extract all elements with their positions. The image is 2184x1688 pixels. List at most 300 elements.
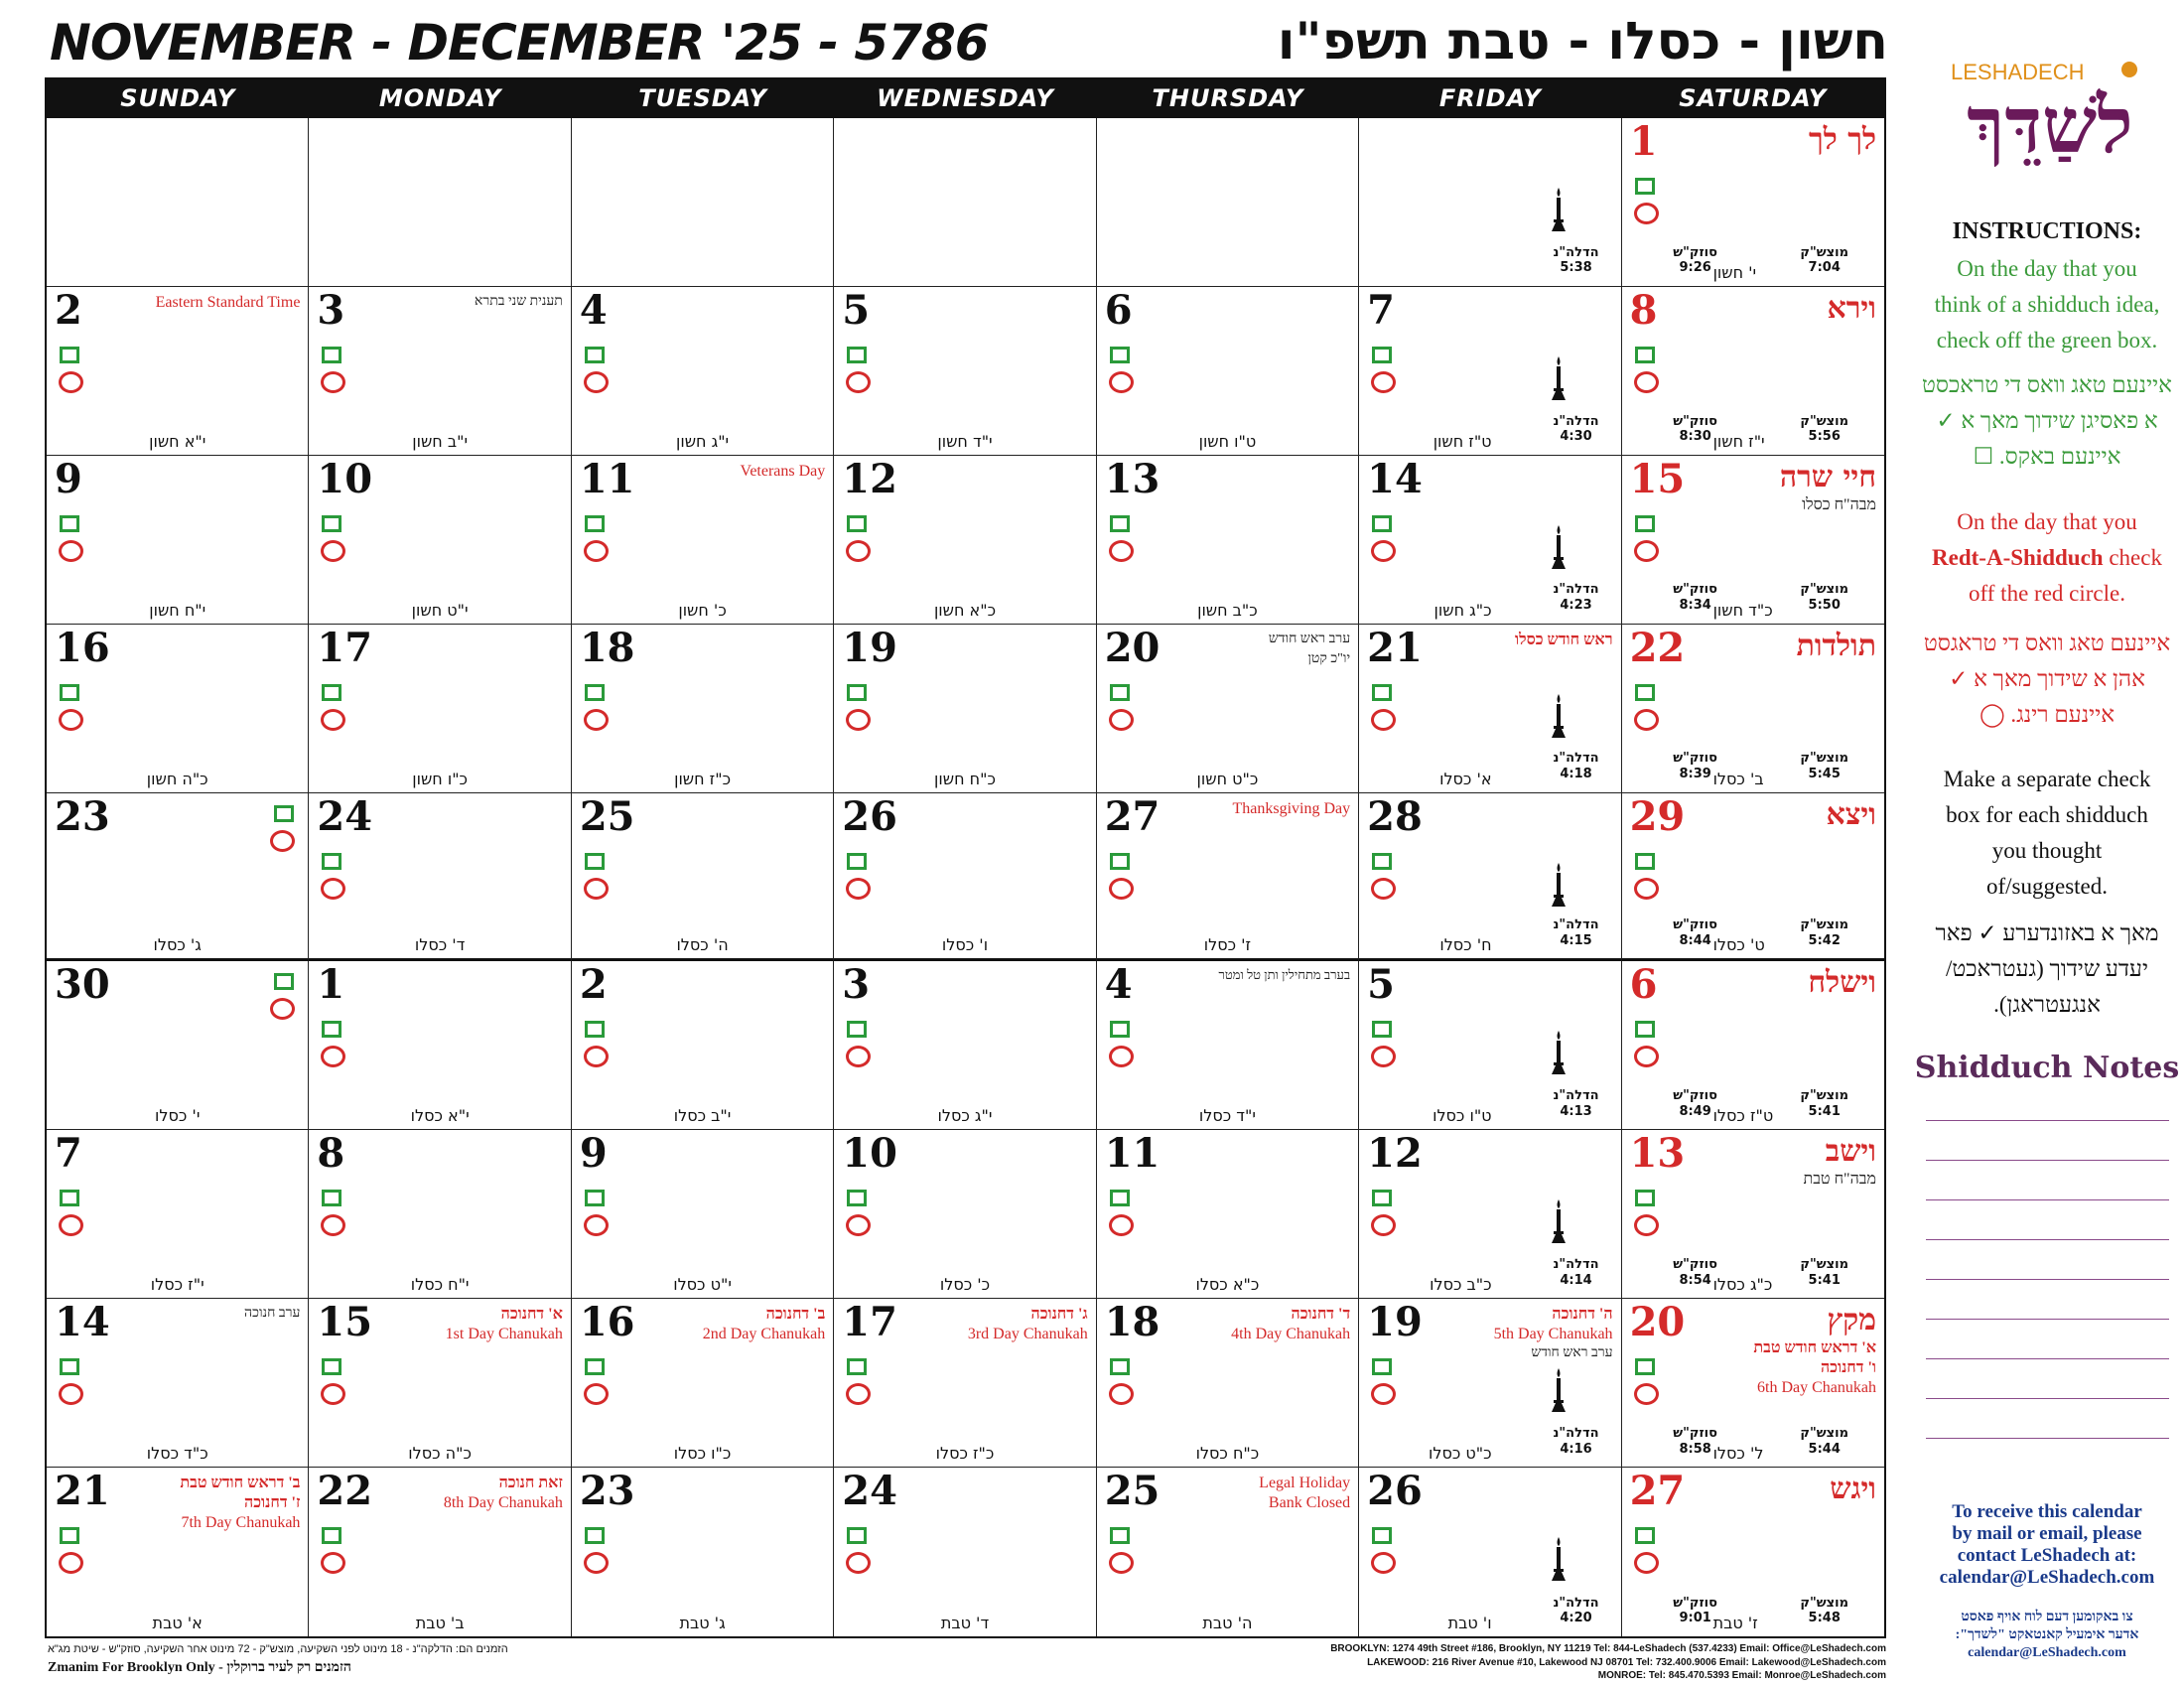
day-cell[interactable] [1622, 1130, 1884, 1299]
red-circle[interactable] [59, 1552, 83, 1574]
day-cell[interactable] [834, 1130, 1096, 1299]
red-circle[interactable] [321, 878, 345, 900]
holiday-label: 1st Day Chanukah [445, 1326, 563, 1343]
hebrew-date: כ"ג כסלו [1712, 1275, 1773, 1295]
day-cell[interactable] [572, 793, 834, 962]
red-circle[interactable] [321, 709, 345, 731]
day-number: 7 [55, 1130, 82, 1178]
red-circle[interactable] [584, 540, 609, 562]
green-checkbox[interactable] [322, 1358, 341, 1375]
day-cell[interactable] [1097, 287, 1359, 456]
red-circle[interactable] [1109, 540, 1134, 562]
sof-zman-time: 9:01 [1679, 1611, 1711, 1626]
day-cell [47, 118, 309, 287]
notes-line[interactable] [1926, 1120, 2169, 1121]
green-checkbox[interactable] [1635, 178, 1655, 195]
day-cell[interactable] [47, 287, 309, 456]
candle-time: 4:16 [1560, 1441, 1592, 1457]
day-cell[interactable] [1622, 961, 1884, 1130]
lakewood-address: LAKEWOOD: 216 River Avenue #10, Lakewood NJ 08701 Tel: 732.400.9006 Email: Lakewood@LeShadech.com [1367, 1656, 1886, 1668]
green-checkbox[interactable] [274, 805, 294, 822]
day-cell[interactable] [309, 1299, 571, 1468]
event-label: ערב חנוכה [244, 1306, 301, 1322]
red-circle[interactable] [846, 1214, 871, 1236]
green-checkbox[interactable] [1635, 684, 1655, 701]
red-circle[interactable] [1371, 1552, 1396, 1574]
hebrew-date: כ' חשון [678, 600, 727, 620]
red-circle[interactable] [1109, 1046, 1134, 1067]
day-number: 3 [317, 286, 345, 334]
notes-line[interactable] [1926, 1319, 2169, 1320]
red-circle[interactable] [1634, 1552, 1659, 1574]
candle-label: הדלה"נ [1553, 413, 1599, 429]
day-number: 14 [55, 1299, 110, 1346]
sof-zman-time: 9:26 [1679, 260, 1711, 276]
day-number: 10 [842, 1130, 897, 1178]
red-circle[interactable] [1634, 709, 1659, 731]
redt-a-shidduch: Redt-A-Shidduch [1932, 545, 2104, 570]
red-circle[interactable] [321, 1046, 345, 1067]
day-number: 2 [579, 961, 608, 1009]
hebrew-date: כ"ז כסלו [935, 1444, 995, 1464]
green-checkbox[interactable] [60, 1527, 79, 1544]
hebrew-date: כ"ו כסלו [673, 1444, 732, 1464]
red-circle[interactable] [321, 1552, 345, 1574]
day-cell[interactable] [834, 961, 1096, 1130]
hebrew-date: כ"ט כסלו [1428, 1444, 1492, 1464]
instructions-green-yi [1914, 367, 2180, 475]
day-number: 16 [55, 624, 110, 671]
green-checkbox[interactable] [1635, 347, 1655, 363]
day-number: 20 [1629, 1299, 1686, 1346]
motzei-time: 5:45 [1808, 766, 1841, 781]
day-cell[interactable] [572, 1299, 834, 1468]
hebrew-date: י' כסלו [155, 1106, 201, 1126]
holiday-label: ה' דחנוכה [1552, 1306, 1613, 1324]
day-cell[interactable] [47, 1299, 309, 1468]
day-cell[interactable] [1622, 793, 1884, 962]
red-circle[interactable] [1371, 709, 1396, 731]
sof-zman-shema [1673, 917, 1717, 948]
day-cell[interactable] [834, 287, 1096, 456]
green-checkbox[interactable] [1372, 1527, 1392, 1544]
day-cell[interactable] [309, 1130, 571, 1299]
red-circle[interactable] [59, 709, 83, 731]
red-circle[interactable] [846, 878, 871, 900]
red-circle[interactable] [59, 540, 83, 562]
day-cell[interactable] [1359, 1299, 1621, 1468]
day-number: 4 [579, 286, 608, 334]
weekday-friday: FRIDAY [1438, 84, 1542, 112]
green-checkbox[interactable] [1110, 1527, 1130, 1544]
red-circle[interactable] [1634, 1214, 1659, 1236]
sof-zman-shema [1673, 1426, 1717, 1457]
instruction-line: מאך א באזונדערע ✓ פאר [1935, 920, 2159, 945]
green-checkbox[interactable] [1110, 347, 1130, 363]
hebrew-date: י"ז כסלו [150, 1275, 205, 1295]
day-number: 19 [1367, 1299, 1423, 1346]
day-number: 11 [1104, 1130, 1160, 1178]
green-checkbox[interactable] [847, 684, 867, 701]
holiday-label: 5th Day Chanukah [1493, 1326, 1613, 1343]
day-cell [309, 118, 571, 287]
sof-zman-label: סוזק"ש [1673, 582, 1717, 598]
green-checkbox[interactable] [60, 1358, 79, 1375]
day-cell[interactable] [309, 793, 571, 962]
day-cell[interactable] [47, 1468, 309, 1636]
day-number: 18 [579, 624, 635, 671]
parsha-name: ויגש [1830, 1472, 1876, 1507]
sof-zman-time: 8:49 [1679, 1103, 1711, 1119]
day-cell[interactable] [1359, 625, 1621, 793]
green-checkbox[interactable] [1372, 1021, 1392, 1038]
day-cell[interactable] [1359, 961, 1621, 1130]
green-checkbox[interactable] [1110, 1358, 1130, 1375]
shidduch-notes-title: Shidduch Notes [1914, 1051, 2180, 1085]
candle-icon [1552, 188, 1564, 247]
green-checkbox[interactable] [1110, 684, 1130, 701]
green-checkbox[interactable] [322, 347, 341, 363]
day-number: 5 [1367, 961, 1395, 1009]
holiday-label: ב' דראש חודש טבת [180, 1475, 301, 1492]
green-checkbox[interactable] [1635, 1527, 1655, 1544]
day-cell[interactable] [1097, 625, 1359, 793]
green-checkbox[interactable] [1110, 1190, 1130, 1206]
day-cell[interactable] [47, 456, 309, 625]
day-number: 3 [842, 961, 871, 1009]
red-circle[interactable] [270, 998, 295, 1020]
green-checkbox[interactable] [585, 515, 605, 532]
parsha-sub: מבה"ח טבת [1803, 1171, 1876, 1189]
instruction-line: איינעם טאג וואס די טראכסט [1922, 372, 2172, 397]
notes-line[interactable] [1926, 1239, 2169, 1240]
red-circle[interactable] [584, 371, 609, 393]
candle-label: הדלה"נ [1553, 1595, 1599, 1611]
motzei-label: מוצש"ק [1800, 1595, 1848, 1611]
green-checkbox[interactable] [60, 515, 79, 532]
red-circle[interactable] [584, 1552, 609, 1574]
contact-line: calendar@LeShadech.com [1939, 1567, 2155, 1588]
day-cell[interactable] [1097, 1468, 1359, 1636]
red-circle[interactable] [846, 371, 871, 393]
day-cell[interactable] [309, 961, 571, 1130]
instruction-line: אהן א שידוך מאך א ✓ [1949, 666, 2145, 691]
candle-lighting [1554, 414, 1599, 445]
sof-zman-shema [1673, 582, 1717, 613]
candle-lighting [1554, 751, 1599, 781]
day-cell[interactable] [1622, 625, 1884, 793]
day-cell[interactable] [572, 456, 834, 625]
parsha-name: ויצא [1826, 796, 1876, 832]
day-cell[interactable] [1359, 793, 1621, 962]
red-circle[interactable] [1634, 1383, 1659, 1405]
day-cell[interactable] [572, 1130, 834, 1299]
instruction-line: א פאסיגן שידוך מאך א ✓ [1936, 408, 2158, 433]
day-cell[interactable] [1359, 1468, 1621, 1636]
red-circle[interactable] [1109, 371, 1134, 393]
red-circle[interactable] [1109, 1214, 1134, 1236]
hebrew-date: י"ג חשון [676, 431, 730, 451]
holiday-label: 4th Day Chanukah [1231, 1326, 1351, 1343]
hebrew-date: כ"ד כסלו [146, 1444, 208, 1464]
red-circle[interactable] [1371, 1383, 1396, 1405]
hebrew-date: י"ז חשון [1712, 431, 1765, 451]
green-checkbox[interactable] [322, 515, 341, 532]
green-checkbox[interactable] [60, 347, 79, 363]
red-circle[interactable] [1634, 540, 1659, 562]
red-circle[interactable] [1634, 371, 1659, 393]
red-circle[interactable] [321, 371, 345, 393]
day-number: 15 [317, 1299, 373, 1346]
holiday-label: Veterans Day [740, 462, 826, 480]
day-cell[interactable] [1359, 456, 1621, 625]
day-cell[interactable] [309, 456, 571, 625]
green-checkbox[interactable] [1372, 515, 1392, 532]
day-cell[interactable] [572, 625, 834, 793]
holiday-label: Bank Closed [1268, 1494, 1351, 1512]
sof-zman-label: סוזק"ש [1673, 1425, 1717, 1441]
green-checkbox[interactable] [1635, 1190, 1655, 1206]
sof-zman-time: 8:58 [1679, 1441, 1711, 1457]
notes-line[interactable] [1926, 1358, 2169, 1359]
day-number: 13 [1104, 455, 1160, 502]
day-cell[interactable] [1097, 793, 1359, 962]
green-checkbox[interactable] [1635, 1021, 1655, 1038]
red-circle[interactable] [846, 1552, 871, 1574]
red-circle[interactable] [270, 830, 295, 852]
hebrew-date: ד' טבת [940, 1613, 990, 1632]
candle-icon [1552, 1368, 1564, 1428]
green-checkbox[interactable] [60, 684, 79, 701]
green-checkbox[interactable] [322, 1021, 341, 1038]
day-number: 19 [842, 624, 897, 671]
day-cell[interactable] [1097, 456, 1359, 625]
green-checkbox[interactable] [1110, 1021, 1130, 1038]
green-checkbox[interactable] [585, 1021, 605, 1038]
green-checkbox[interactable] [1635, 853, 1655, 870]
green-checkbox[interactable] [1110, 853, 1130, 870]
motzei-time: 5:42 [1808, 932, 1841, 948]
day-cell[interactable] [1097, 1130, 1359, 1299]
green-checkbox[interactable] [585, 347, 605, 363]
day-number: 17 [842, 1299, 897, 1346]
day-cell[interactable] [1622, 118, 1884, 287]
green-checkbox[interactable] [585, 1358, 605, 1375]
day-cell[interactable] [834, 625, 1096, 793]
day-number: 27 [1629, 1468, 1686, 1515]
day-cell[interactable] [1097, 961, 1359, 1130]
notes-line[interactable] [1926, 1160, 2169, 1161]
red-circle[interactable] [1109, 878, 1134, 900]
calendar-grid [45, 77, 1886, 1638]
red-circle[interactable] [321, 1383, 345, 1405]
sof-zman-shema [1673, 1088, 1717, 1119]
red-circle[interactable] [59, 1214, 83, 1236]
red-circle[interactable] [321, 540, 345, 562]
day-cell[interactable] [1359, 287, 1621, 456]
red-circle[interactable] [584, 878, 609, 900]
motzei-shabbos [1800, 917, 1848, 948]
day-cell[interactable] [1622, 456, 1884, 625]
green-checkbox[interactable] [585, 684, 605, 701]
motzei-time: 7:04 [1808, 260, 1841, 276]
green-checkbox[interactable] [585, 853, 605, 870]
instruction-line: איינעם טאג וואס די טראגסט [1923, 631, 2171, 655]
green-checkbox[interactable] [1372, 1358, 1392, 1375]
candle-lighting [1554, 917, 1599, 948]
red-circle[interactable] [584, 709, 609, 731]
red-circle[interactable] [846, 1383, 871, 1405]
hebrew-date: י"ט כסלו [673, 1275, 732, 1295]
sof-zman-time: 8:44 [1679, 932, 1711, 948]
day-cell[interactable] [47, 625, 309, 793]
hebrew-date: י"ח כסלו [410, 1275, 470, 1295]
green-checkbox[interactable] [1635, 515, 1655, 532]
hebrew-date: כ"א כסלו [1195, 1275, 1260, 1295]
day-cell[interactable] [309, 625, 571, 793]
green-checkbox[interactable] [847, 1527, 867, 1544]
candle-lighting [1554, 245, 1599, 276]
green-checkbox[interactable] [322, 684, 341, 701]
day-number: 9 [55, 455, 82, 502]
day-cell[interactable] [1097, 1299, 1359, 1468]
instructions-title: INSTRUCTIONS: [1952, 218, 2142, 244]
day-number: 30 [55, 961, 110, 1009]
red-circle[interactable] [584, 1046, 609, 1067]
notes-line[interactable] [1926, 1279, 2169, 1280]
instruction-line: איינעם רינג. ◯ [1979, 702, 2116, 727]
day-cell[interactable] [1359, 1130, 1621, 1299]
green-checkbox[interactable] [1372, 347, 1392, 363]
green-checkbox[interactable] [847, 1021, 867, 1038]
green-checkbox[interactable] [1110, 515, 1130, 532]
red-circle[interactable] [1109, 1552, 1134, 1574]
instruction-line: think of a shidduch idea, [1934, 292, 2160, 317]
hebrew-date: כ"ח כסלו [1195, 1444, 1260, 1464]
day-cell[interactable] [834, 1299, 1096, 1468]
sof-zman-time: 8:54 [1679, 1272, 1711, 1288]
green-checkbox[interactable] [322, 1527, 341, 1544]
sof-zman-shema [1673, 751, 1717, 781]
green-checkbox[interactable] [847, 347, 867, 363]
day-cell[interactable] [834, 456, 1096, 625]
day-cell[interactable] [1622, 1468, 1884, 1636]
day-cell[interactable] [834, 793, 1096, 962]
sof-zman-shema [1673, 414, 1717, 445]
red-circle[interactable] [584, 1214, 609, 1236]
red-circle[interactable] [846, 709, 871, 731]
green-checkbox[interactable] [847, 1358, 867, 1375]
day-cell[interactable] [47, 961, 309, 1130]
hebrew-date: כ"ט חשון [1196, 769, 1259, 788]
notes-line[interactable] [1926, 1438, 2169, 1439]
weekday-saturday: SATURDAY [1679, 84, 1828, 112]
red-circle[interactable] [1634, 1046, 1659, 1067]
green-checkbox[interactable] [585, 1527, 605, 1544]
green-checkbox[interactable] [1372, 853, 1392, 870]
candle-lighting [1554, 1257, 1599, 1288]
day-number: 22 [317, 1468, 373, 1515]
red-circle[interactable] [1634, 203, 1659, 224]
instructions-red-yi [1914, 626, 2180, 733]
day-cell[interactable] [47, 1130, 309, 1299]
holiday-label: א' דחנוכה [500, 1306, 563, 1324]
red-circle[interactable] [1634, 878, 1659, 900]
hebrew-date: א' טבת [152, 1613, 203, 1632]
red-circle[interactable] [1371, 371, 1396, 393]
red-circle[interactable] [846, 1046, 871, 1067]
red-circle[interactable] [1371, 1046, 1396, 1067]
motzei-time: 5:50 [1808, 598, 1841, 614]
day-cell[interactable] [572, 287, 834, 456]
green-checkbox[interactable] [847, 853, 867, 870]
contact-line: אדער אימעיל קאנטאקט "לשדך": [1955, 1627, 2139, 1642]
candle-time: 4:18 [1560, 766, 1592, 781]
candle-time: 4:30 [1560, 429, 1592, 445]
red-circle[interactable] [59, 371, 83, 393]
green-checkbox[interactable] [322, 1190, 341, 1206]
hebrew-date: ט' כסלו [1712, 935, 1765, 955]
motzei-shabbos [1800, 1426, 1848, 1457]
hebrew-date: י"ג כסלו [937, 1106, 993, 1126]
hebrew-date: ל' כסלו [1712, 1444, 1764, 1464]
brooklyn-address: BROOKLYN: 1274 49th Street #186, Brooklyn, NY 11219 Tel: 844-LeShadech (537.4233) Email: Office@LeShadech.com [1330, 1643, 1886, 1654]
motzei-label: מוצש"ק [1800, 244, 1848, 260]
green-checkbox[interactable] [1372, 1190, 1392, 1206]
red-circle[interactable] [584, 1383, 609, 1405]
red-circle[interactable] [1371, 1214, 1396, 1236]
red-circle[interactable] [846, 540, 871, 562]
weekday-sunday: SUNDAY [120, 84, 236, 112]
day-number: 29 [1629, 792, 1686, 840]
holiday-label: ראש חודש כסלו [1515, 631, 1613, 648]
green-checkbox[interactable] [60, 1190, 79, 1206]
day-cell [1359, 118, 1621, 287]
green-checkbox[interactable] [322, 853, 341, 870]
red-circle[interactable] [1109, 1383, 1134, 1405]
red-circle[interactable] [1371, 878, 1396, 900]
event-label: בערב מתחילין ותן טל ומטר [1218, 967, 1351, 983]
day-cell[interactable] [309, 287, 571, 456]
day-cell[interactable] [834, 1468, 1096, 1636]
day-cell[interactable] [309, 1468, 571, 1636]
day-cell[interactable] [1622, 1299, 1884, 1468]
red-circle[interactable] [59, 1383, 83, 1405]
sof-zman-label: סוזק"ש [1673, 1088, 1717, 1104]
instruction-line: יעדע שידוך (געטראכט/ [1946, 956, 2148, 981]
notes-line[interactable] [1926, 1199, 2169, 1200]
red-circle[interactable] [1371, 540, 1396, 562]
green-checkbox[interactable] [585, 1190, 605, 1206]
green-checkbox[interactable] [847, 515, 867, 532]
notes-line[interactable] [1926, 1398, 2169, 1399]
day-cell[interactable] [572, 1468, 834, 1636]
red-circle[interactable] [321, 1214, 345, 1236]
green-checkbox[interactable] [1635, 1358, 1655, 1375]
instruction-line: איינעם באקס. ☐ [1973, 444, 2121, 469]
day-cell[interactable] [47, 793, 309, 962]
candle-label: הדלה"נ [1553, 1088, 1599, 1104]
green-checkbox[interactable] [1372, 684, 1392, 701]
motzei-label: מוצש"ק [1800, 413, 1848, 429]
red-circle[interactable] [1109, 709, 1134, 731]
hebrew-date: י"א כסלו [410, 1106, 470, 1126]
day-cell[interactable] [1622, 287, 1884, 456]
candle-icon [1552, 694, 1564, 754]
green-checkbox[interactable] [274, 973, 294, 990]
day-cell[interactable] [572, 961, 834, 1130]
green-checkbox[interactable] [847, 1190, 867, 1206]
